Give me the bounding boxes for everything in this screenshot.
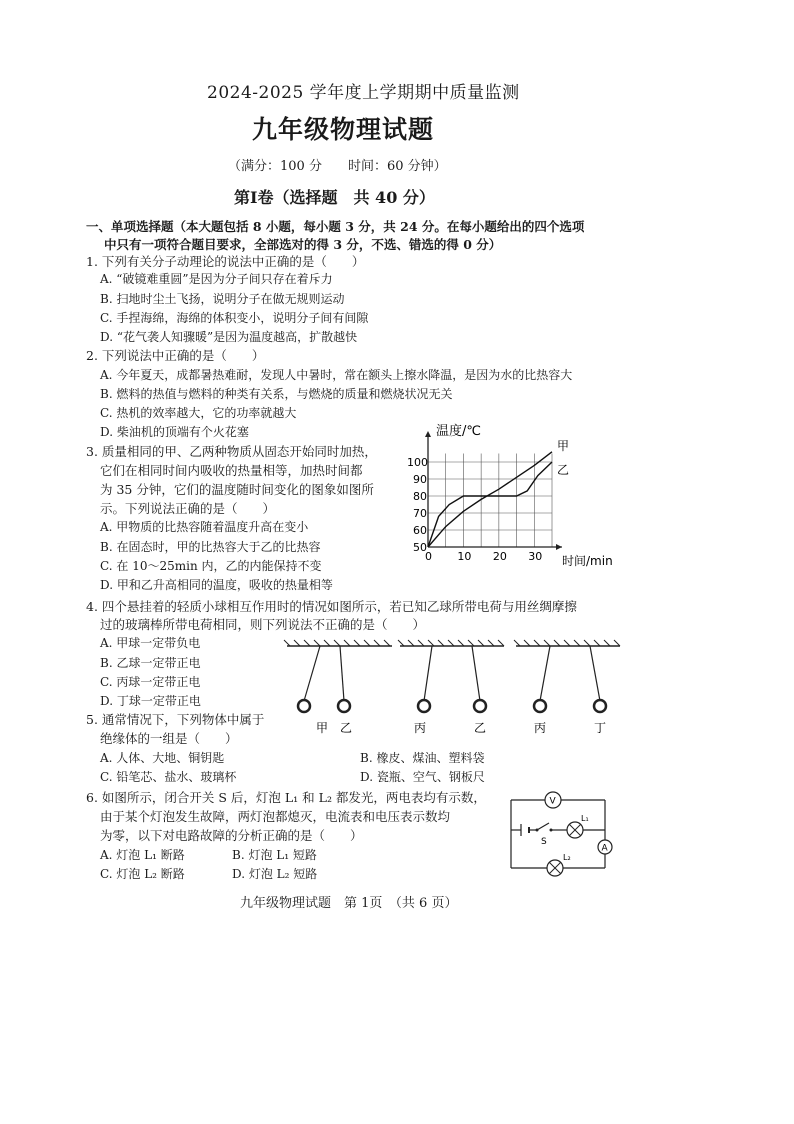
x-tick-label: 20	[492, 550, 507, 563]
ball-bing-2	[534, 700, 546, 712]
question-6-option-b: B. 灯泡 L₁ 短路	[232, 848, 317, 862]
ball-yi-1	[338, 700, 350, 712]
ball-ding	[594, 700, 606, 712]
question-1-stem: 1. 下列有关分子动理论的说法中正确的是（ ）	[86, 254, 365, 269]
question-2-option-d: D. 柴油机的顶端有个火花塞	[100, 425, 249, 439]
x-tick-label: 10	[457, 550, 472, 563]
question-4-option-c: C. 丙球一定带正电	[100, 675, 201, 689]
y-tick-label: 70	[413, 507, 427, 520]
circuit-diagram	[505, 788, 613, 880]
lamp-l1-label: L₁	[581, 814, 589, 823]
y-tick-label: 80	[413, 490, 427, 503]
question-3-option-c: C. 在 10～25min 内，乙的内能保持不变	[100, 559, 322, 573]
y-tick-label: 90	[413, 473, 427, 486]
question-4-stem-line1: 4. 四个悬挂着的轻质小球相互作用时的情况如图所示，若已知乙球所带电荷与用丝绸摩擦	[86, 599, 577, 614]
hanging-balls-figure	[282, 636, 622, 740]
x-axis-arrow	[556, 544, 562, 550]
page-footer: 九年级物理试题 第 1页 （共 6 页）	[240, 896, 458, 911]
ball-label-ding: 丁	[594, 721, 607, 735]
question-6-option-d: D. 灯泡 L₂ 短路	[232, 867, 318, 881]
ball-label-bing-2: 丙	[534, 721, 547, 735]
series-label-yi: 乙	[557, 463, 570, 477]
voltmeter-label: V	[549, 796, 556, 807]
question-4-option-d: D. 丁球一定带正电	[100, 694, 201, 708]
question-5-option-a: A. 人体、大地、铜钥匙	[100, 751, 225, 765]
question-6-option-a: A. 灯泡 L₁ 断路	[100, 848, 185, 862]
question-4-option-a: A. 甲球一定带负电	[100, 636, 201, 650]
question-1-option-c: C. 手捏海绵，海绵的体积变小，说明分子间有间隙	[100, 311, 369, 325]
exam-term: 2024-2025 学年度上学期期中质量监测	[207, 83, 520, 103]
question-5-option-d: D. 瓷瓶、空气、钢板尺	[360, 770, 485, 784]
ceiling-group-1	[284, 640, 392, 735]
question-3-stem-line1: 3. 质量相同的甲、乙两种物质从固态开始同时加热，	[86, 444, 377, 459]
y-tick-label: 100	[407, 456, 428, 469]
y-axis-arrow	[425, 431, 431, 437]
lamp-l2-label: L₂	[563, 853, 571, 862]
ball-bing-1	[418, 700, 430, 712]
exam-info: （满分：100 分 时间：60 分钟）	[228, 159, 447, 174]
question-5-stem-line2: 绝缘体的一组是（ ）	[100, 731, 238, 746]
ball-yi-2	[474, 700, 486, 712]
question-6-option-c: C. 灯泡 L₂ 断路	[100, 867, 185, 881]
y-tick-label: 50	[413, 541, 427, 554]
question-3-option-a: A. 甲物质的比热容随着温度升高在变小	[100, 520, 309, 534]
ammeter-label: A	[601, 843, 608, 854]
question-2-option-a: A. 今年夏天，成都暑热难耐，发现人中暑时，常在额头上擦水降温，是因为水的比热容大	[100, 368, 573, 382]
y-tick-label: 60	[413, 524, 427, 537]
ball-label-bing-1: 丙	[414, 721, 427, 735]
chart-grid	[428, 454, 552, 548]
question-1-option-d: D. “花气袭人知骤暖”是因为温度越高，扩散越快	[100, 330, 358, 344]
switch-label: S	[541, 837, 547, 847]
question-6-stem-line2: 由于某个灯泡发生故障，两灯泡都熄灭，电流表和电压表示数均	[100, 809, 451, 824]
ball-jia-1	[298, 700, 310, 712]
question-3-stem-line3: 为 35 分钟，它们的温度随时间变化的图象如图所	[100, 482, 374, 497]
ceiling-group-2	[398, 640, 504, 735]
question-2-option-c: C. 热机的效率越大，它的功率就越大	[100, 406, 297, 420]
chart-x-axis-label: 时间/min	[562, 554, 613, 568]
question-3-option-b: B. 在固态时，甲的比热容大于乙的比热容	[100, 540, 321, 554]
part1-line2: 中只有一项符合题目要求，全部选对的得 3 分，不选、错选的得 0 分）	[104, 237, 502, 252]
page-title: 九年级物理试题	[252, 115, 435, 144]
ball-label-yi-2: 乙	[474, 721, 487, 735]
chart-y-axis-label: 温度/℃	[436, 424, 481, 439]
ceiling-group-3	[514, 640, 620, 735]
question-4-option-b: B. 乙球一定带正电	[100, 656, 201, 670]
question-2-option-b: B. 燃料的热值与燃料的种类有关系，与燃烧的质量和燃烧状况无关	[100, 387, 453, 401]
question-4-stem-line2: 过的玻璃棒所带电荷相同，则下列说法不正确的是（ ）	[100, 617, 426, 632]
question-5-option-c: C. 铅笔芯、盐水、玻璃杯	[100, 770, 237, 784]
question-2-stem: 2. 下列说法中正确的是（ ）	[86, 348, 265, 363]
series-label-jia: 甲	[557, 438, 570, 453]
ball-label-jia: 甲	[316, 721, 329, 735]
series-line-yi	[428, 462, 552, 547]
chart-legend	[557, 439, 569, 477]
question-1-option-b: B. 扫地时尘土飞扬，说明分子在做无规则运动	[100, 292, 345, 306]
question-3-stem-line4: 示。下列说法正确的是（ ）	[100, 501, 276, 516]
question-5-option-b: B. 橡皮、煤油、塑料袋	[360, 751, 485, 765]
chart-series	[428, 452, 552, 547]
question-6-stem-line1: 6. 如图所示，闭合开关 S 后，灯泡 L₁ 和 L₂ 都发光，两电表均有示数，	[86, 790, 486, 805]
x-tick-label: 30	[528, 550, 543, 563]
question-1-option-a: A. “破镜难重圆”是因为分子间只存在着斥力	[100, 272, 333, 286]
question-3-option-d: D. 甲和乙升高相同的温度，吸收的热量相等	[100, 578, 333, 592]
question-6-stem-line3: 为零，以下对电路故障的分析正确的是（ ）	[100, 828, 363, 843]
series-line-jia	[428, 452, 552, 547]
question-5-stem-line1: 5. 通常情况下，下列物体中属于	[86, 712, 265, 727]
section-title: 第Ⅰ卷（选择题 共 40 分）	[234, 188, 435, 207]
ball-label-yi: 乙	[340, 721, 353, 735]
x-tick-label: 0	[425, 550, 432, 563]
temperature-time-chart	[400, 415, 625, 577]
part1-line1: 一、单项选择题（本大题包括 8 小题，每小题 3 分，共 24 分。在每小题给出的四个选项	[86, 219, 585, 234]
question-3-stem-line2: 它们在相同时间内吸收的热量相等，加热时间都	[100, 463, 363, 478]
